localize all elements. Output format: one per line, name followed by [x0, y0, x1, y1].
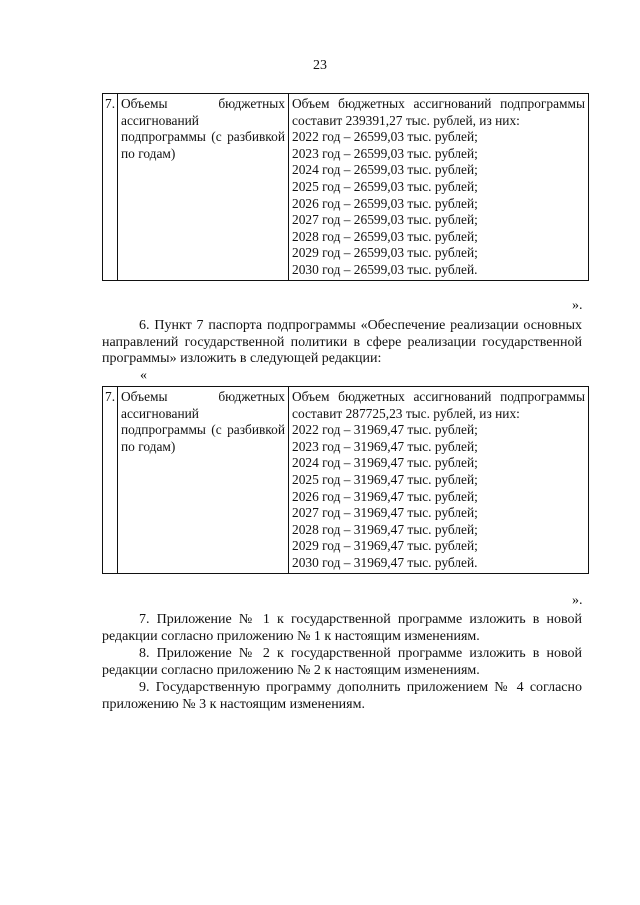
table-row — [103, 387, 589, 574]
budget-table-new — [102, 386, 589, 574]
budget-total-text: Объем бюджетных ассигнований подпрограммы составит 239391,27 тыс. рублей, из них: — [292, 96, 585, 128]
paragraph-item-9: 9. Государственную программу дополнить приложением № 4 согласно приложению № 3 к настоящим изменениям. — [102, 680, 582, 712]
year-allocation: 2022 год – 26599,03 тыс. рублей; — [292, 129, 478, 145]
year-allocation: 2029 год – 26599,03 тыс. рублей; — [292, 245, 478, 261]
row-number: 7. — [103, 387, 118, 574]
budget-total-text: Объем бюджетных ассигнований подпрограммы составит 287725,23 тыс. рублей, из них: — [292, 389, 585, 421]
year-allocation: 2027 год – 26599,03 тыс. рублей; — [292, 212, 478, 228]
opening-quote: « — [140, 368, 147, 383]
year-allocation: 2024 год – 26599,03 тыс. рублей; — [292, 162, 478, 178]
closing-quote: ». — [572, 298, 583, 313]
year-allocation: 2030 год – 26599,03 тыс. рублей. — [292, 261, 478, 277]
row-description — [289, 387, 589, 574]
year-allocation: 2030 год – 31969,47 тыс. рублей. — [292, 554, 478, 570]
row-number: 7. — [103, 94, 118, 281]
paragraph-item-8: 8. Приложение № 2 к государственной программе изложить в новой редакции согласно приложению № 2 к настоящим изменениям. — [102, 646, 582, 678]
row-label: Объемы бюджетных ассигнований подпрограммы (с разбивкой по годам) — [118, 387, 289, 574]
year-allocation: 2027 год – 31969,47 тыс. рублей; — [292, 505, 478, 521]
row-label: Объемы бюджетных ассигнований подпрограммы (с разбивкой по годам) — [118, 94, 289, 281]
year-allocation: 2026 год – 26599,03 тыс. рублей; — [292, 195, 478, 211]
year-allocation: 2025 год – 31969,47 тыс. рублей; — [292, 471, 478, 487]
closing-quote: ». — [572, 593, 583, 608]
paragraph-item-6: 6. Пункт 7 паспорта подпрограммы «Обеспечение реализации основных направлений государственной политики в сфере реализации государственной программы» изложить в следующей редакции: — [102, 318, 582, 367]
year-allocation: 2028 год – 26599,03 тыс. рублей; — [292, 228, 478, 244]
page-number: 23 — [313, 58, 327, 73]
year-allocation: 2029 год – 31969,47 тыс. рублей; — [292, 538, 478, 554]
year-allocation: 2028 год – 31969,47 тыс. рублей; — [292, 521, 478, 537]
year-allocation: 2025 год – 26599,03 тыс. рублей; — [292, 178, 478, 194]
table-row — [103, 94, 589, 281]
row-description — [289, 94, 589, 281]
paragraph-item-7: 7. Приложение № 1 к государственной программе изложить в новой редакции согласно приложению № 1 к настоящим изменениям. — [102, 612, 582, 644]
year-allocation: 2023 год – 31969,47 тыс. рублей; — [292, 438, 478, 454]
year-allocation: 2024 год – 31969,47 тыс. рублей; — [292, 455, 478, 471]
year-allocation: 2026 год – 31969,47 тыс. рублей; — [292, 488, 478, 504]
year-allocation: 2023 год – 26599,03 тыс. рублей; — [292, 145, 478, 161]
budget-table-current — [102, 93, 589, 281]
year-allocation: 2022 год – 31969,47 тыс. рублей; — [292, 422, 478, 438]
